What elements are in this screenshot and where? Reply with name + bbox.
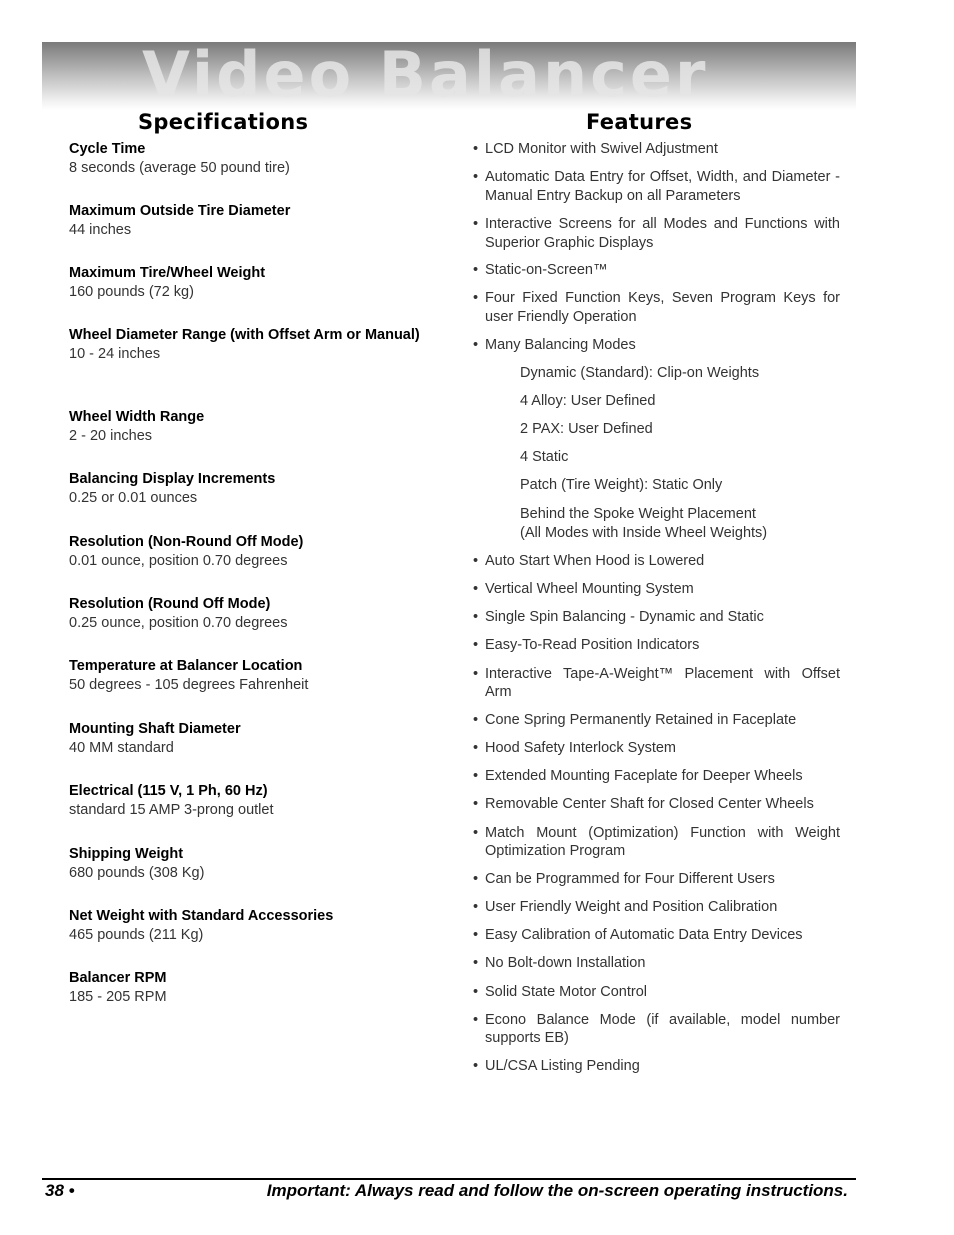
features-list [473, 140, 840, 1085]
balancing-mode: 4 Static [520, 449, 569, 465]
spec-value: 160 pounds (72 kg) [69, 283, 194, 300]
spec-item [69, 657, 436, 720]
spec-value: 40 MM standard [69, 739, 174, 756]
header-banner [42, 42, 856, 110]
spec-label: Balancing Display Increments [69, 471, 276, 487]
spec-value: 0.25 ounce, position 0.70 degrees [69, 614, 288, 631]
spec-value: 680 pounds (308 Kg) [69, 864, 205, 881]
spec-item [69, 845, 436, 907]
spec-value: 2 - 20 inches [69, 427, 153, 444]
feature-item: • Four Fixed Function Keys, Seven Program Keys for user Friendly Operation [473, 290, 840, 325]
spec-item [69, 595, 436, 657]
spec-item [69, 264, 436, 326]
feature-item: • Extended Mounting Faceplate for Deeper Wheels [473, 767, 803, 784]
spec-label: Resolution (Round Off Mode) [69, 596, 271, 612]
spec-value: 465 pounds (211 Kg) [69, 926, 204, 943]
spec-label: Maximum Tire/Wheel Weight [69, 265, 266, 281]
feature-item: • UL/CSA Listing Pending [473, 1057, 640, 1074]
spec-item [69, 969, 436, 1009]
spec-item [69, 470, 436, 533]
spec-value: 50 degrees - 105 degrees Fahrenheit [69, 676, 309, 693]
spec-value: 185 - 205 RPM [69, 988, 167, 1005]
spec-item [69, 720, 436, 782]
spec-label: Balancer RPM [69, 970, 167, 986]
spec-label: Temperature at Balancer Location [69, 658, 303, 674]
spec-label: Wheel Diameter Range (with Offset Arm or Manual) [69, 327, 420, 343]
specifications-list [69, 140, 436, 1009]
spec-item [69, 907, 436, 969]
feature-item: • LCD Monitor with Swivel Adjustment [473, 141, 718, 157]
feature-item: • Vertical Wheel Mounting System [473, 580, 694, 597]
spec-value: 10 - 24 inches [69, 345, 161, 362]
spec-label: Electrical (115 V, 1 Ph, 60 Hz) [69, 783, 268, 799]
spec-item [69, 326, 436, 408]
feature-item: • Auto Start When Hood is Lowered [473, 552, 705, 569]
feature-item: • Cone Spring Permanently Retained in Faceplate [473, 711, 797, 728]
spec-value: 0.01 ounce, position 0.70 degrees [69, 552, 288, 569]
spec-item [69, 202, 436, 264]
balancing-mode: Patch (Tire Weight): Static Only [520, 477, 723, 493]
feature-item: • Interactive Screens for all Modes and Functions with Superior Graphic Displays [473, 216, 840, 251]
feature-item: • Hood Safety Interlock System [473, 739, 676, 756]
balancing-mode: 2 PAX: User Defined [520, 421, 653, 437]
balancing-mode: Behind the Spoke Weight Placement [520, 506, 756, 522]
feature-item: • Removable Center Shaft for Closed Center Wheels [473, 795, 814, 812]
feature-item: • Static-on-Screen™ [473, 262, 608, 278]
footer-rule [42, 1178, 856, 1180]
spec-label: Wheel Width Range [69, 409, 205, 425]
feature-item: • Econo Balance Mode (if available, model number supports EB) [473, 1011, 840, 1046]
feature-item: • Automatic Data Entry for Offset, Width, and Diameter - Manual Entry Backup on all Parameters [473, 169, 840, 204]
spec-label: Net Weight with Standard Accessories [69, 908, 334, 924]
balancing-mode: Dynamic (Standard): Clip-on Weights [520, 365, 760, 381]
feature-item: • Many Balancing Modes [473, 337, 636, 353]
feature-item: • Easy Calibration of Automatic Data Entry Devices [473, 926, 803, 943]
spec-label: Shipping Weight [69, 846, 184, 862]
spec-item [69, 782, 436, 845]
feature-item: • No Bolt-down Installation [473, 954, 646, 971]
feature-item: • Can be Programmed for Four Different Users [473, 870, 775, 887]
spec-value: 8 seconds (average 50 pound tire) [69, 159, 290, 176]
specifications-heading: Specifications [138, 110, 309, 134]
balancing-mode-note: (All Modes with Inside Wheel Weights) [520, 524, 768, 541]
spec-label: Cycle Time [69, 141, 146, 157]
feature-item: • Solid State Motor Control [473, 983, 647, 1000]
banner-title: Video Balancer [142, 42, 709, 110]
balancing-mode: 4 Alloy: User Defined [520, 393, 656, 409]
footer-note: Important: Always read and follow the on-screen operating instructions. [266, 1181, 848, 1200]
spec-item [69, 408, 436, 470]
page-number: 38 • [45, 1181, 75, 1200]
feature-item: • User Friendly Weight and Position Calibration [473, 898, 778, 915]
spec-item [69, 533, 436, 595]
spec-label: Mounting Shaft Diameter [69, 721, 241, 737]
spec-value: 44 inches [69, 221, 132, 238]
spec-label: Resolution (Non-Round Off Mode) [69, 534, 304, 550]
spec-value: 0.25 or 0.01 ounces [69, 489, 198, 506]
features-heading: Features [586, 110, 693, 134]
feature-item: • Easy-To-Read Position Indicators [473, 636, 700, 653]
spec-value: standard 15 AMP 3-prong outlet [69, 801, 274, 818]
feature-item: • Single Spin Balancing - Dynamic and Static [473, 608, 764, 625]
feature-item: • Interactive Tape-A-Weight™ Placement with Offset Arm [473, 665, 840, 700]
spec-item [69, 140, 436, 202]
spec-label: Maximum Outside Tire Diameter [69, 203, 291, 219]
feature-item: • Match Mount (Optimization) Function with Weight Optimization Program [473, 824, 840, 859]
